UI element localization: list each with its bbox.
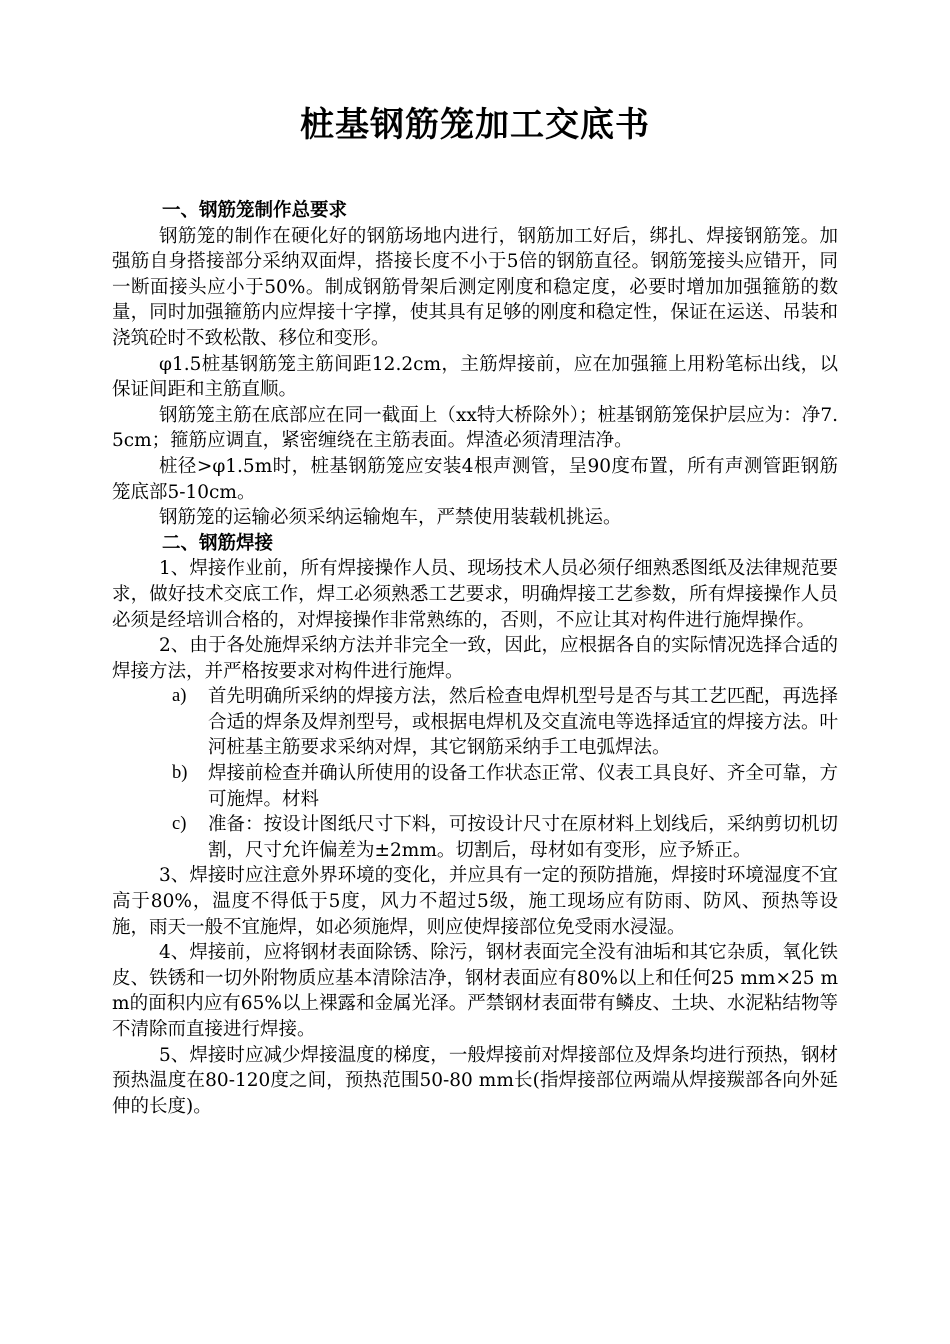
paragraph: φ1.5桩基钢筋笼主筋间距12.2cm，主筋焊接前，应在加强箍上用粉笔标出线，以保证间距和主筋直顺。 [112,353,838,401]
list-marker: c) [172,814,187,835]
document-body [112,198,838,1119]
section-heading-2: 二、钢筋焊接 [162,532,274,554]
document-title: 桩基钢筋笼加工交底书 [300,105,650,145]
paragraph: 5、焊接时应减少焊接温度的梯度，一般焊接前对焊接部位及焊条均进行预热，钢材预热温度在80-120度之间，预热范围50-80 mm长(指焊接部位两端从焊接羰部各向外延伸的长度)。 [112,1044,838,1117]
paragraph: 3、焊接时应注意外界环境的变化，并应具有一定的预防措施，焊接时环境湿度不宜高于80%，温度不得低于5度，风力不超过5级，施工现场应有防雨、防风、预热等设施，雨天一般不宜施焊，如必须施焊，则应使焊接部位免受雨水浸湿。 [112,865,838,938]
paragraph: 2、由于各处施焊采纳方法并非完全一致，因此，应根据各自的实际情况选择合适的焊接方法，并严格按要求对构件进行施焊。 [112,635,838,682]
list-item-text: 首先明确所采纳的焊接方法，然后检查电焊机型号是否与其工艺匹配，再选择合适的焊条及焊剂型号，或根据电焊机及交直流电等选择适宜的焊接方法。叶河桩基主筋要求采纳对焊，其它钢筋采纳手工电弧焊法。 [208,686,838,759]
paragraph: 钢筋笼的制作在硬化好的钢筋场地内进行，钢筋加工好后，绑扎、焊接钢筋笼。加强筋自身搭接部分采纳双面焊，搭接长度不小于5倍的钢筋直径。钢筋笼接头应错开，同一断面接头应小于50%。制成钢筋骨架后测定刚度和稳定度，必要时增加加强箍筋的数量，同时加强箍筋内应焊接十字撑，使其具有足够的刚度和稳定性，保证在运送、吊装和浇筑砼时不致松散、移位和变形。 [112,225,838,349]
list-marker: b) [172,763,188,784]
list-item [112,684,838,761]
paragraph: 4、焊接前，应将钢材表面除锈、除污，钢材表面完全没有油垢和其它杂质，氧化铁皮、铁锈和一切外附物质应基本清除洁净，钢材表面应有80%以上和任何25 mm×25 mm的面积内应有65%以上裸露和金属光泽。严禁钢材表面带有鳞皮、土块、水泥粘结物等不清除而直接进行焊接。 [112,942,838,1040]
paragraph: 桩径>φ1.5m时，桩基钢筋笼应安装4根声测管，呈90度布置，所有声测管距钢筋笼底部5-10cm。 [112,455,838,503]
list-item [112,812,838,863]
paragraph: 1、焊接作业前，所有焊接操作人员、现场技术人员必须仔细熟悉图纸及法律规范要求，做好技术交底工作，焊工必须熟悉工艺要求，明确焊接工艺参数，所有焊接操作人员必须是经培训合格的，对焊接操作非常熟练的，否则，不应让其对构件进行施焊操作。 [112,558,838,631]
list-item [112,761,838,812]
paragraph: 钢筋笼的运输必须采纳运输炮车，严禁使用装载机挑运。 [159,507,622,529]
list-marker: a) [172,686,187,707]
welding-steps-list [112,684,838,863]
list-item-text: 准备：按设计图纸尺寸下料，可按设计尺寸在原材料上划线后，采纳剪切机切割，尺寸允许偏差为±2mm。切割后，母材如有变形，应予矫正。 [208,814,838,861]
section-heading-1: 一、钢筋笼制作总要求 [162,200,348,221]
list-item-text: 焊接前检查并确认所使用的设备工作状态正常、仪表工具良好、齐全可靠，方可施焊。材料 [208,763,838,810]
paragraph: 钢筋笼主筋在底部应在同一截面上（xx特大桥除外）；桩基钢筋笼保护层应为：净7.5cm；箍筋应调直，紧密缠绕在主筋表面。焊渣必须清理洁净。 [112,404,838,452]
